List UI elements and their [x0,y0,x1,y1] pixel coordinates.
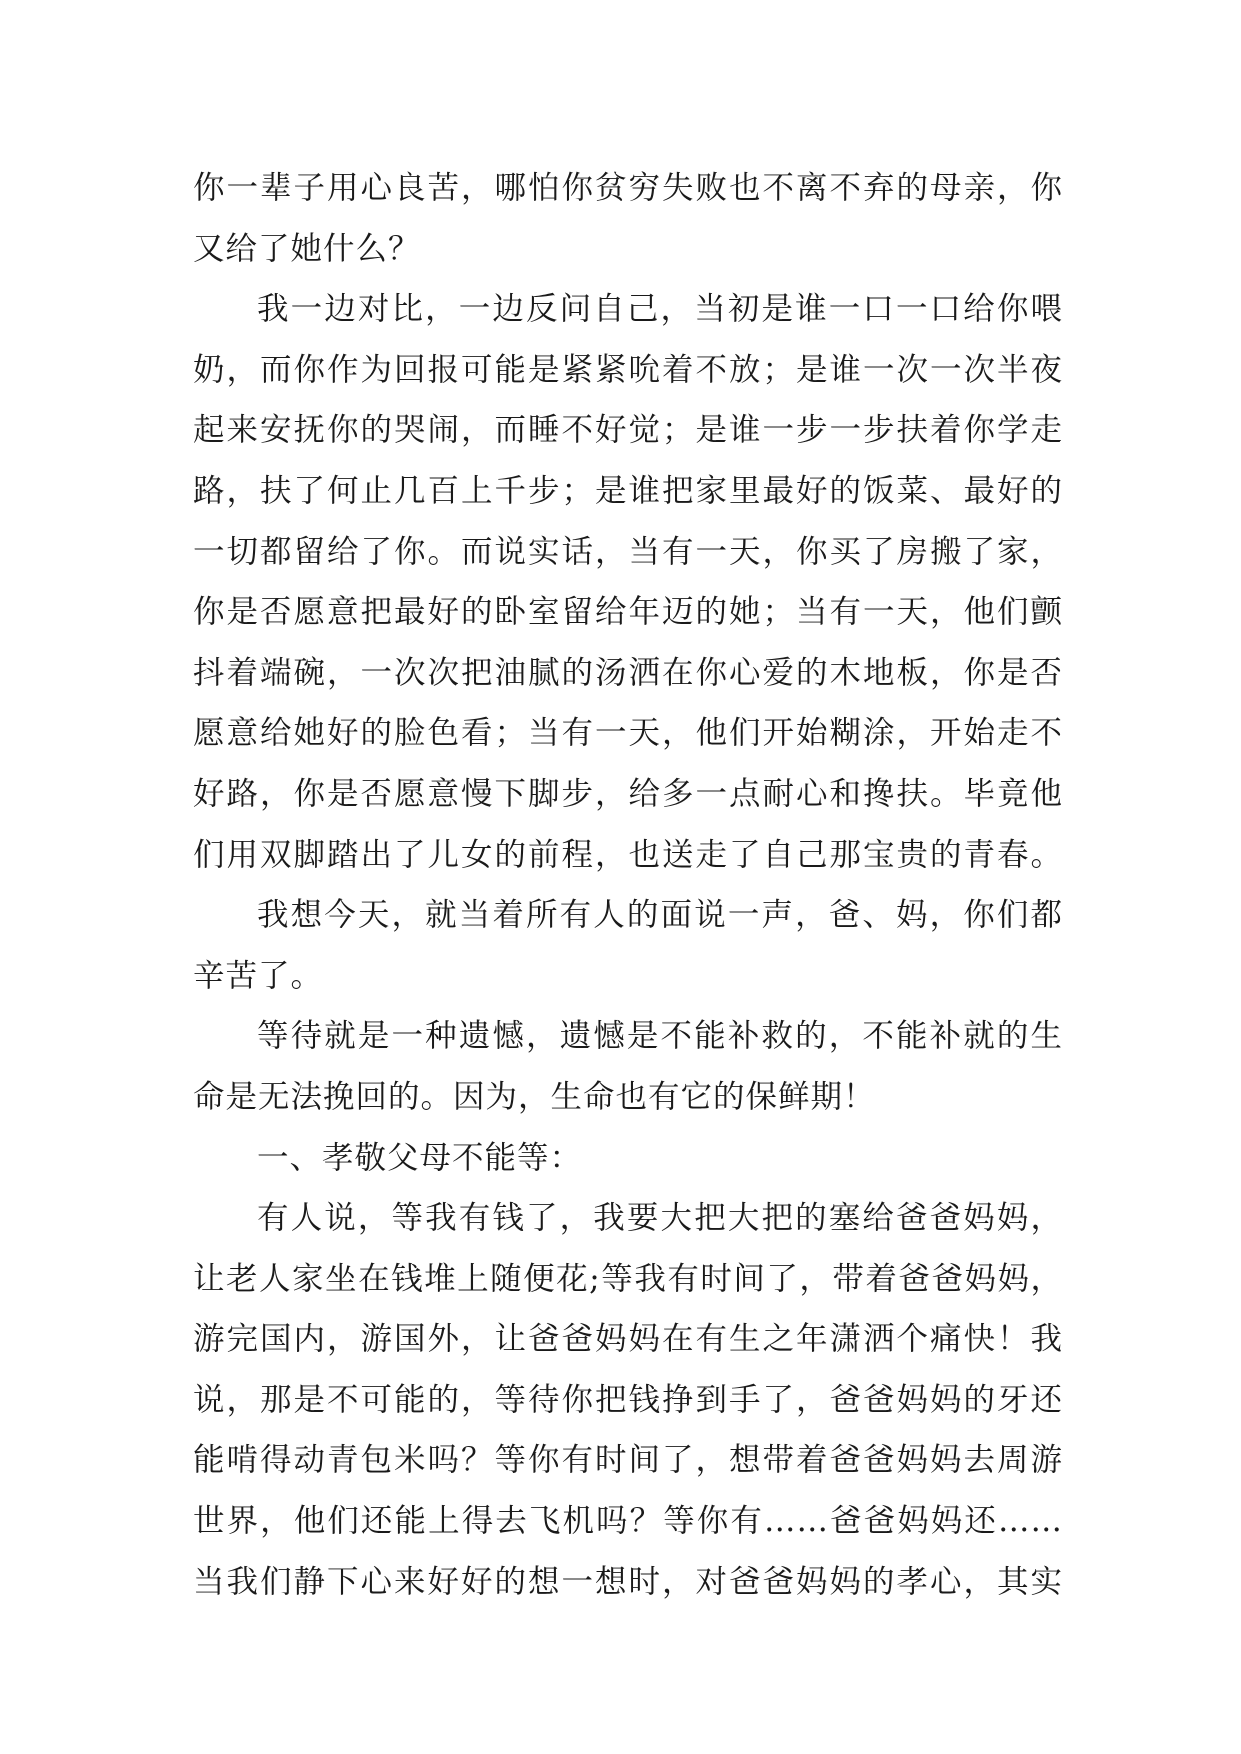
text-line: 抖着端碗，一次次把油腻的汤洒在你心爱的木地板，你是否 [193,654,1063,691]
text-line: 说，那是不可能的，等待你把钱挣到手了，爸爸妈妈的牙还 [193,1381,1063,1418]
text-line: 让老人家坐在钱堆上随便花;等我有时间了，带着爸爸妈妈， [193,1260,1063,1297]
text-line: 起来安抚你的哭闹，而睡不好觉；是谁一步一步扶着你学走 [193,412,1063,449]
body-text [193,158,1063,1612]
text-line: 好路，你是否愿意慢下脚步，给多一点耐心和搀扶。毕竟他 [193,775,1063,812]
paragraph-first-line: 有人说，等我有钱了，我要大把大把的塞给爸爸妈妈， [257,1200,1063,1237]
paragraph-first-line: 我想今天，就当着所有人的面说一声，爸、妈，你们都 [257,897,1063,934]
text-line: 能啃得动青包米吗？等你有时间了，想带着爸爸妈妈去周游 [193,1442,1063,1479]
text-line: 路，扶了何止几百上千步；是谁把家里最好的饭菜、最好的 [193,472,1063,509]
section-heading: 一、孝敬父母不能等： [257,1139,583,1176]
text-line: 们用双脚踏出了儿女的前程，也送走了自己那宝贵的青春。 [193,836,1063,873]
text-line: 游完国内，游国外，让爸爸妈妈在有生之年潇洒个痛快！我 [193,1321,1063,1358]
text-line: 一切都留给了你。而说实话，当有一天，你买了房搬了家， [193,533,1063,570]
text-line: 愿意给她好的脸色看；当有一天，他们开始糊涂，开始走不 [193,715,1063,752]
paragraph-first-line: 我一边对比，一边反问自己，当初是谁一口一口给你喂 [257,291,1063,328]
text-line: 你是否愿意把最好的卧室留给年迈的她；当有一天，他们颤 [193,594,1063,631]
text-line: 命是无法挽回的。因为，生命也有它的保鲜期！ [193,1078,876,1115]
text-line: 又给了她什么？ [193,230,421,267]
text-line: 你一辈子用心良苦，哪怕你贫穷失败也不离不弃的母亲，你 [193,170,1063,206]
paragraph-first-line: 等待就是一种遗憾，遗憾是不能补救的，不能补就的生 [257,1018,1063,1055]
text-line: 当我们静下心来好好的想一想时，对爸爸妈妈的孝心，其实 [193,1563,1063,1600]
text-line: 世界，他们还能上得去飞机吗？等你有……爸爸妈妈还…… [193,1503,1063,1540]
text-line: 辛苦了。 [193,957,324,994]
text-line: 奶，而你作为回报可能是紧紧吮着不放；是谁一次一次半夜 [193,351,1063,388]
